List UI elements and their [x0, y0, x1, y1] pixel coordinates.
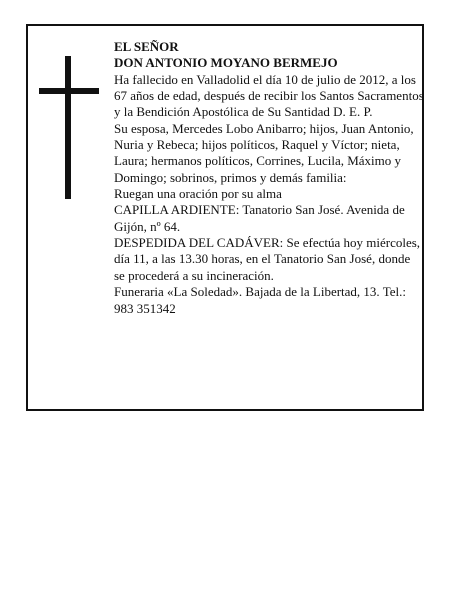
obituary-notice	[26, 24, 424, 411]
cross-icon	[39, 56, 99, 199]
deceased-name: DON ANTONIO MOYANO BERMEJO	[114, 55, 338, 71]
prayer-request: Ruegan una oración por su alma	[114, 186, 282, 202]
farewell-info: DESPEDIDA DEL CADÁVER: Se efectúa hoy miércoles, día 11, a las 13.30 horas, en el Tanatorio San José, donde se procederá a su incineración.	[114, 235, 421, 283]
death-announcement: Ha fallecido en Valladolid el día 10 de julio de 2012, a los 67 años de edad, después de recibir los Santos Sacramentos y la Bendición Apostólica de Su Santidad D. E. P.	[114, 71, 424, 120]
family-members: Su esposa, Mercedes Lobo Anibarro; hijos, Juan Antonio, Nuria y Rebeca; hijos políticos, Raquel y Víctor; nieta, Laura; hermanos políticos, Corrines, Lucila, Máximo y Domingo; sobrinos, primos y demás familia:	[114, 120, 414, 185]
obituary-title: EL SEÑOR	[114, 39, 179, 54]
obituary-text	[114, 39, 424, 317]
cross-vertical-bar	[65, 56, 71, 199]
funeral-home-info: Funeraria «La Soledad». Bajada de la Libertad, 13. Tel.: 983 351342	[114, 284, 406, 316]
chapel-info: CAPILLA ARDIENTE: Tanatorio San José. Avenida de Gijón, nº 64.	[114, 202, 405, 234]
cross-horizontal-bar	[39, 88, 99, 94]
